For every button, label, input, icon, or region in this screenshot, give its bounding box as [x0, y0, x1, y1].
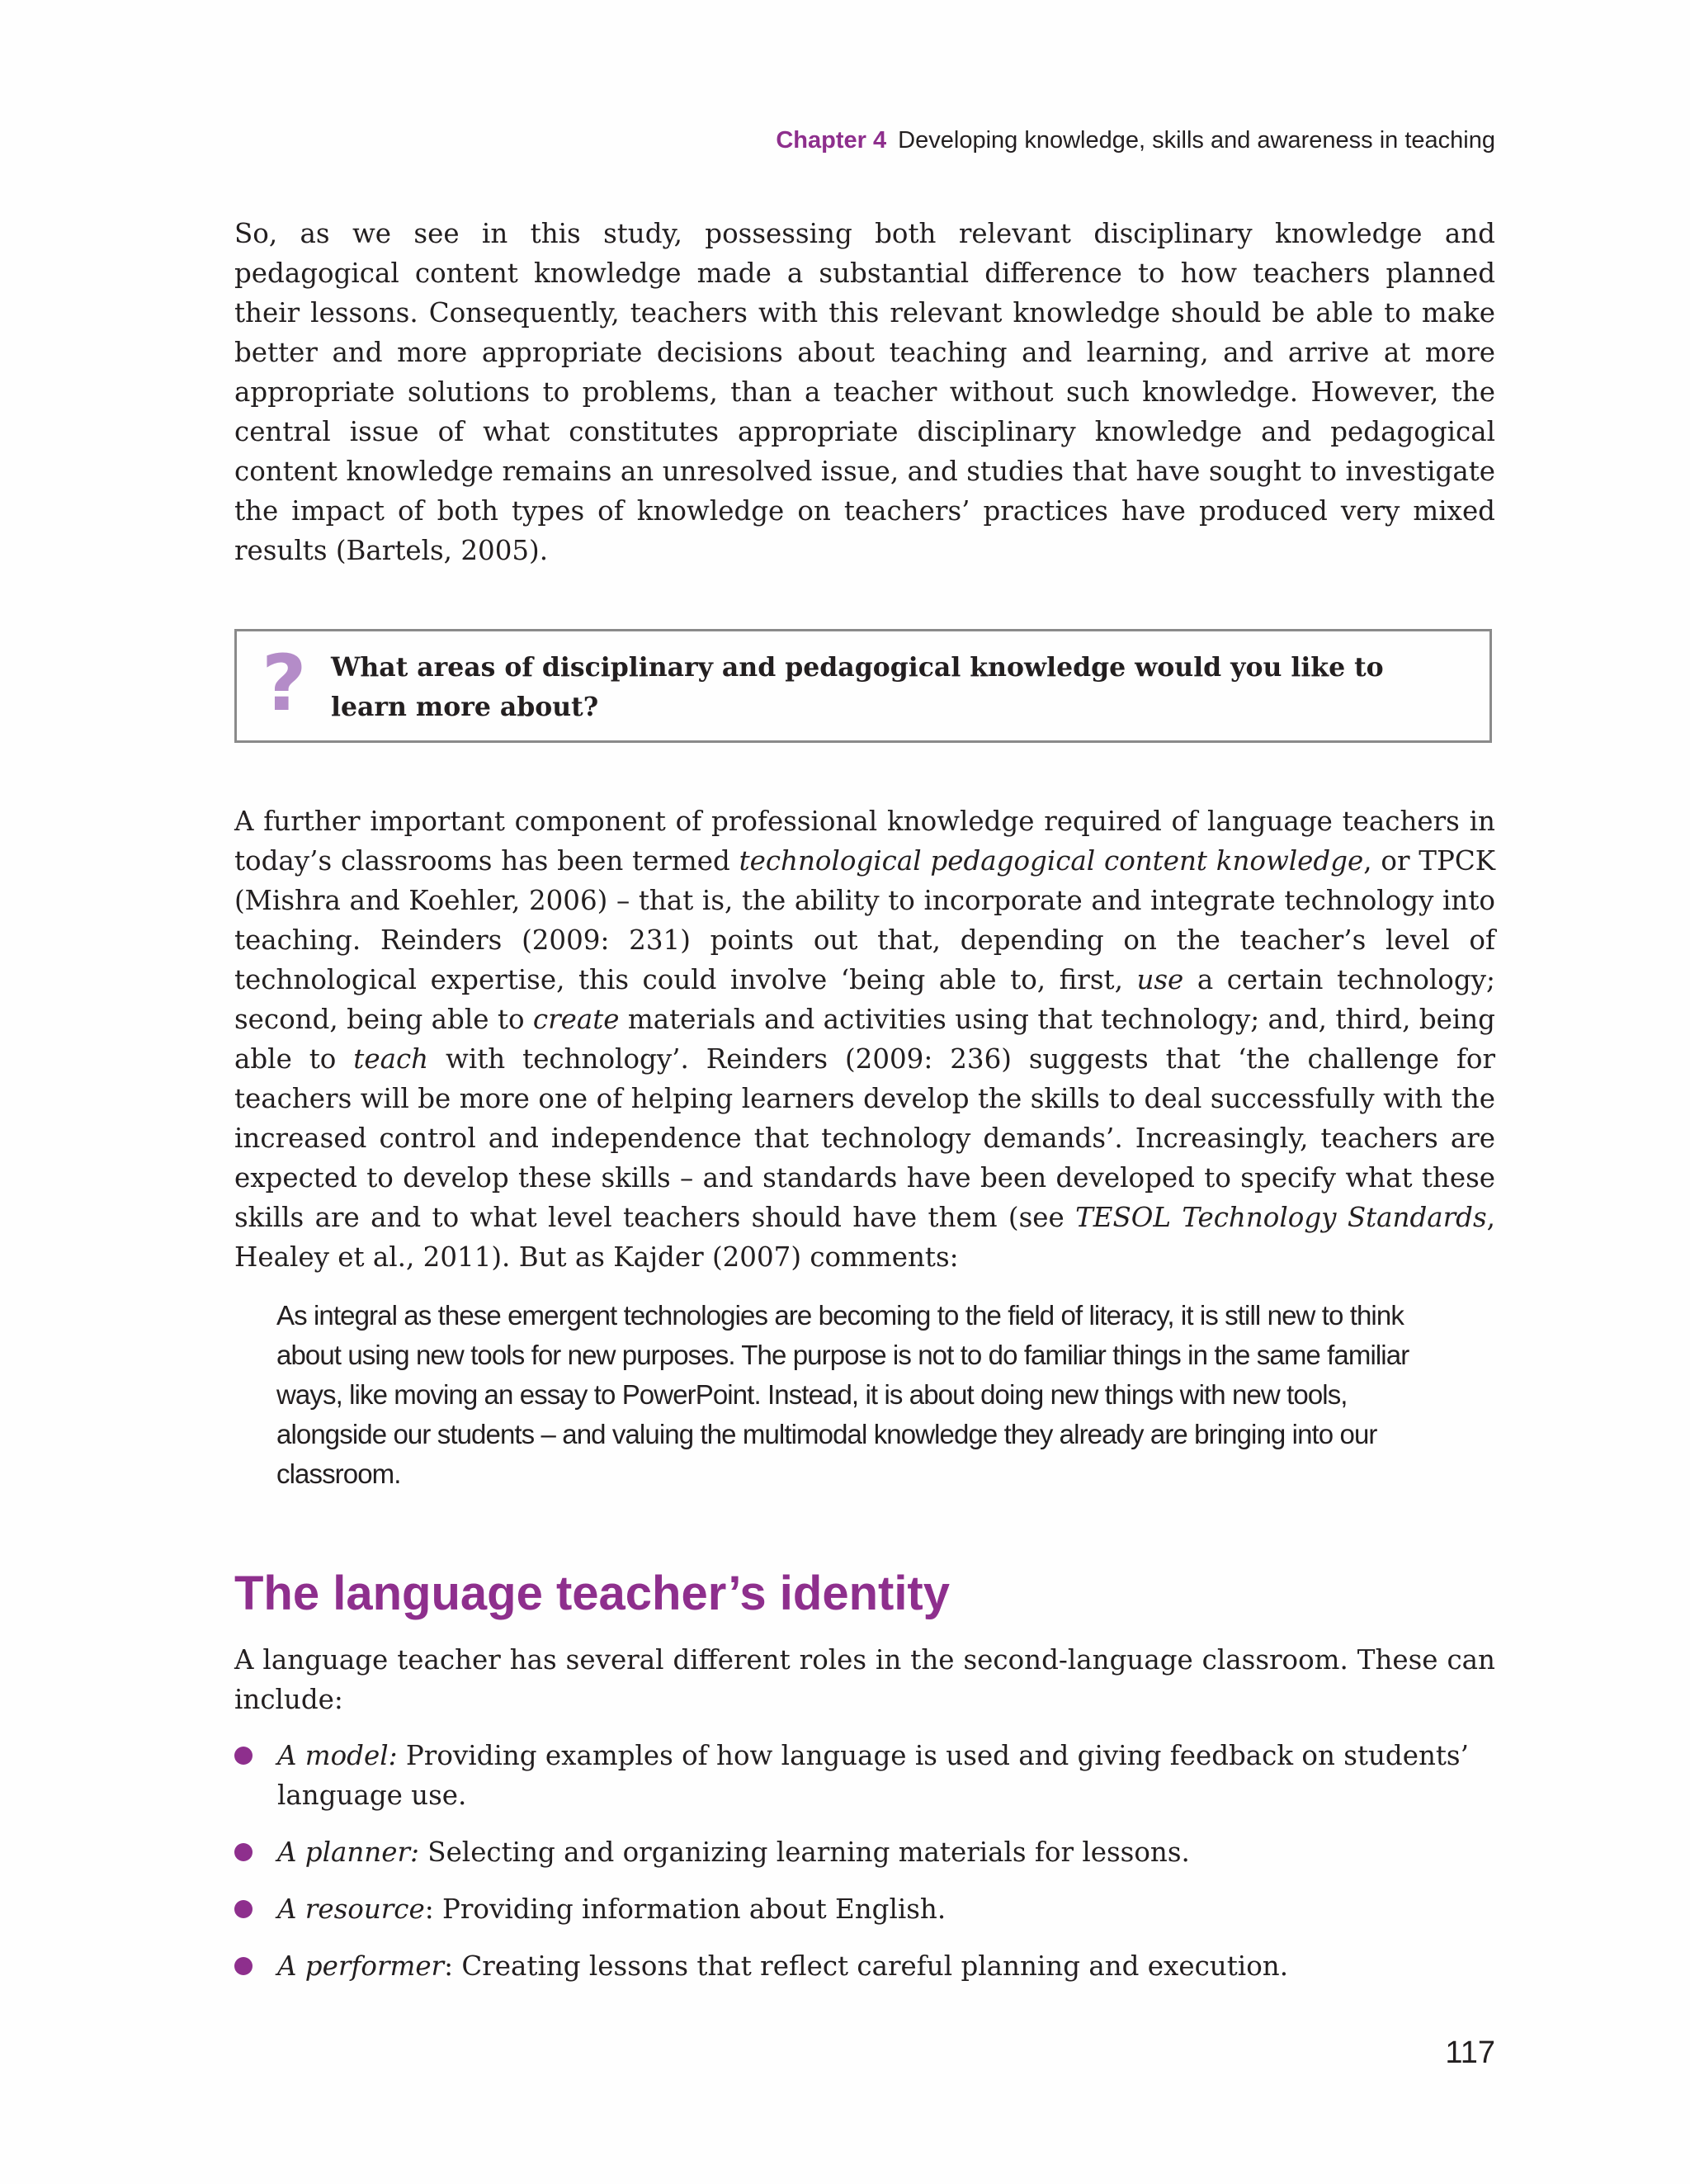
role-term: A model:: [277, 1740, 398, 1771]
reflection-question: What areas of disciplinary and pedagogical knowledge would you like to learn more about?: [331, 652, 1384, 722]
role-description: Providing examples of how language is used and giving feedback on students’ language use.: [277, 1740, 1469, 1811]
role-term: A performer: [277, 1950, 445, 1982]
kajder-block-quote: As integral as these emergent technologies are becoming to the field of literacy, it is still new to think about using new tools for new purposes. The purpose is not to do familiar things in the same familiar ways, like moving an essay to PowerPoint. Instead, it is about doing new things with new tools, alongside our students – and valuing the multimodal knowledge they already are bringing into our classroom.: [276, 1300, 1409, 1489]
use-term: use: [1136, 964, 1184, 995]
role-term: A planner:: [277, 1837, 419, 1868]
teach-term: teach: [353, 1043, 429, 1075]
chapter-title: Developing knowledge, skills and awareness in teaching: [898, 127, 1495, 154]
bullet-icon: [234, 1747, 253, 1765]
list-item: [234, 1889, 1495, 1929]
tpck-term: technological pedagogical content knowledge: [739, 845, 1364, 877]
tpck-text-3: a certain technology; second, being able to: [234, 964, 1495, 1035]
tesol-standards-title: TESOL Technology Standards: [1075, 1202, 1487, 1233]
create-term: create: [532, 1004, 620, 1035]
question-mark-icon: ?: [262, 639, 307, 729]
section-heading: The language teacher’s identity: [234, 1567, 950, 1620]
chapter-label: Chapter 4: [776, 127, 887, 154]
tpck-text-4: materials and activities using that technology; and, third, being able to: [234, 1004, 1495, 1075]
bullet-icon: [234, 1957, 253, 1975]
role-description: : Providing information about English.: [424, 1893, 946, 1925]
role-description: : Creating lessons that reflect careful planning and execution.: [444, 1950, 1289, 1982]
tpck-text-1: A further important component of professional knowledge required of language teachers in today’s classrooms has been termed: [234, 806, 1495, 877]
paragraph-tpck: [234, 801, 1495, 1277]
running-head: [776, 127, 1495, 154]
tpck-text-6: , Healey et al., 2011). But as Kajder (2007) comments:: [234, 1202, 1496, 1273]
bullet-icon: [234, 1900, 253, 1918]
bullet-icon: [234, 1843, 253, 1861]
page-number: 117: [1445, 2035, 1495, 2070]
paragraph-disciplinary-knowledge: So, as we see in this study, possessing both relevant disciplinary knowledge and pedagogical content knowledge made a substantial difference to how teachers planned their lessons. Consequently, teachers with this relevant knowledge should be able to make better and more appropriate decisions about teaching and learning, and arrive at more appropriate solutions to problems, than a teacher without such knowledge. However, the central issue of what constitutes appropriate disciplinary knowledge and pedagogical content knowledge remains an unresolved issue, and studies that have sought to investigate the impact of both types of knowledge on teachers’ practices have produced very mixed results (Bartels, 2005).: [234, 218, 1495, 566]
role-description: Selecting and organizing learning materials for lessons.: [418, 1837, 1190, 1868]
tpck-text-2: , or TPCK (Mishra and Koehler, 2006) – that is, the ability to incorporate and integrate technology into teaching. Reinders (2009: 231) points out that, depending on the teacher’s level of technological expertise, this could involve ‘being able to, first,: [234, 845, 1495, 995]
role-term: A resource: [277, 1893, 425, 1925]
paragraph-roles-intro: A language teacher has several different roles in the second-language classroom. These can include:: [234, 1644, 1495, 1715]
list-item: [234, 1832, 1495, 1872]
teacher-roles-list: [234, 1736, 1495, 2003]
tpck-text-5: with technology’. Reinders (2009: 236) suggests that ‘the challenge for teachers will be more one of helping learners develop the skills to deal successfully with the increased control and independence that technology demands’. Increasingly, teachers are expected to develop these skills – and standards have been developed to specify what these skills are and to what level teachers should have them (see: [234, 1043, 1495, 1233]
list-item: [234, 1736, 1495, 1815]
reflection-question-box: [234, 629, 1492, 743]
list-item: [234, 1946, 1495, 1986]
